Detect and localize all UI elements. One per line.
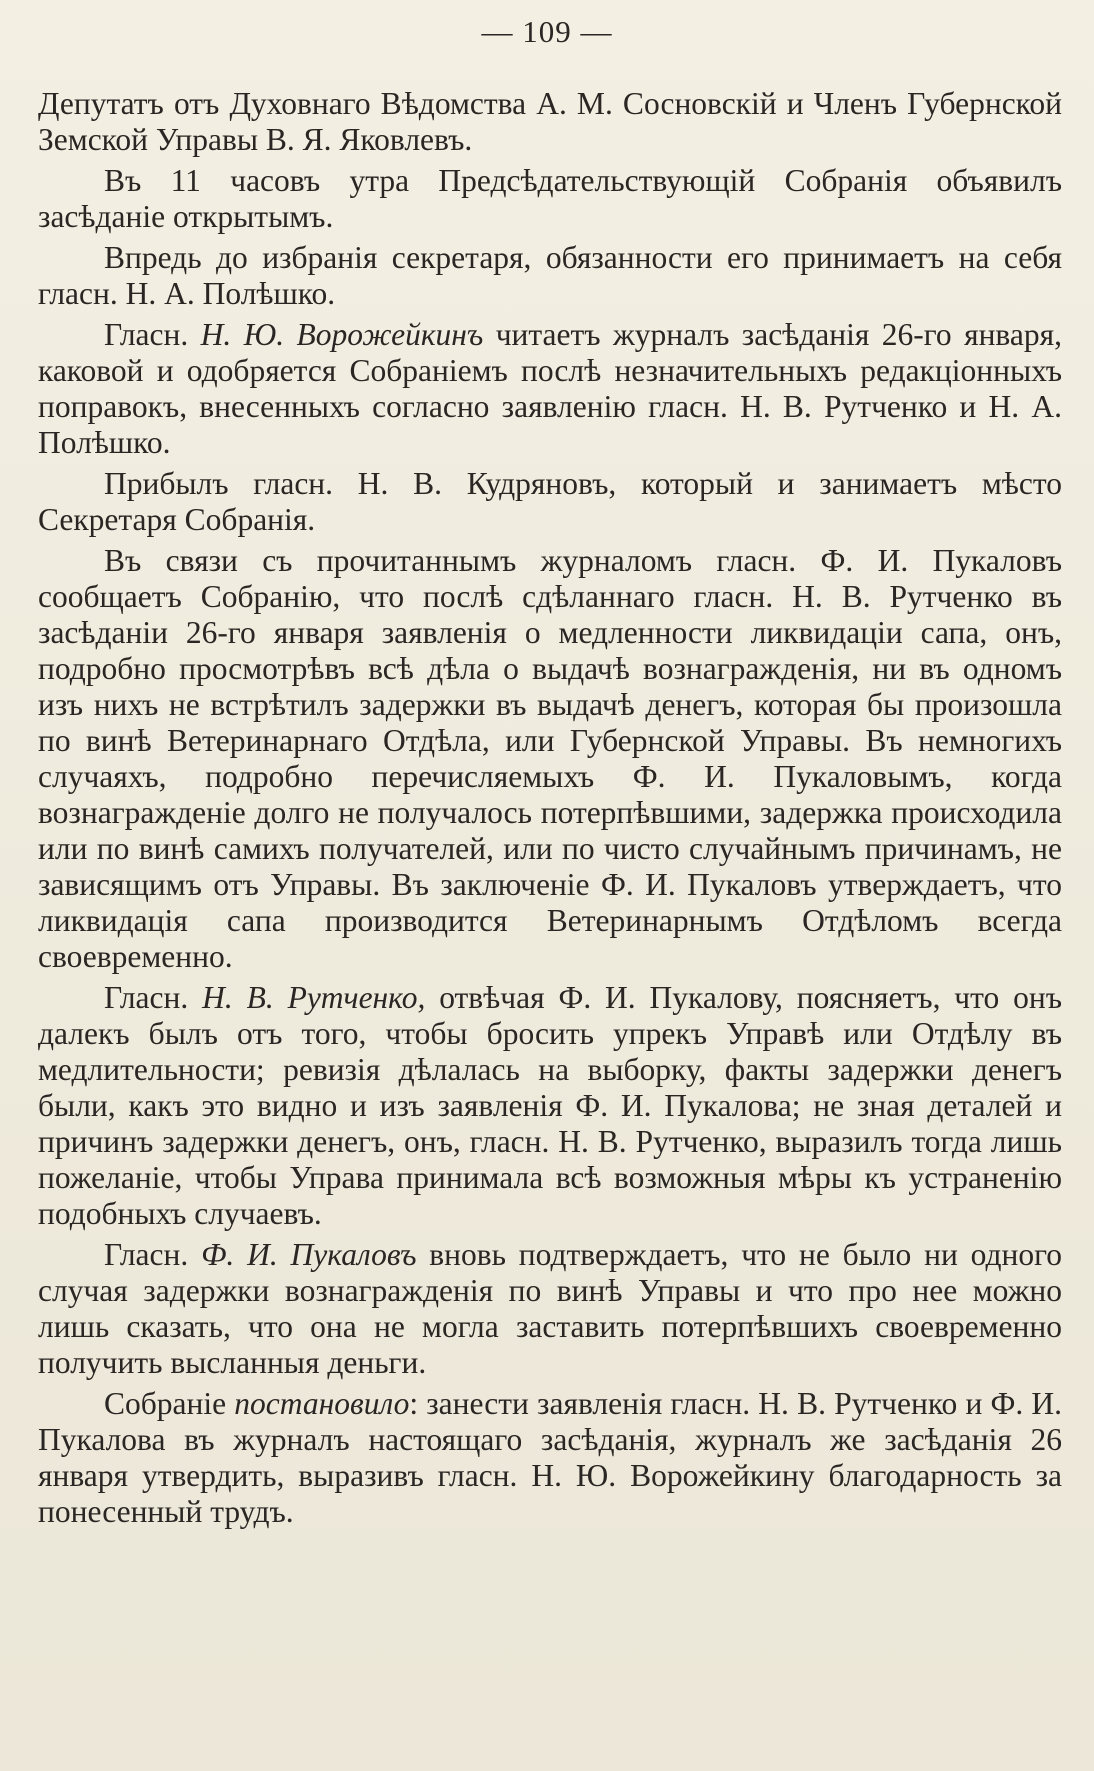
paragraph-text: Въ 11 часовъ утра Предсѣдательствующій Собранія объявилъ засѣданіе открытымъ. [38, 163, 1062, 234]
paragraph-text: Впредь до избранія секретаря, обязанности его принимаетъ на себя гласн. Н. А. Полѣшко. [38, 240, 1062, 311]
paragraph-text: вновь подтверждаетъ, что не было ни одного случая задержки вознагражденія по винѣ Управы и что про нее можно лишь сказать, что она не могла заставить потерпѣвшихъ своевременно получить высланныя деньги. [38, 1237, 1062, 1380]
page-number: — 109 — [481, 14, 613, 49]
italic-text: Н. Ю. Ворожейкинъ [200, 317, 484, 352]
paragraph [38, 240, 1062, 312]
italic-text: Н. В. Рутченко, [202, 980, 426, 1015]
paragraph [38, 317, 1062, 461]
paragraph-text: читаетъ журналъ засѣданія 26-го января, каковой и одобряется Собраніемъ послѣ незначительныхъ редакціонныхъ поправокъ, внесенныхъ согласно заявленію гласн. Н. В. Рутченко и Н. А. Полѣшко. [38, 317, 1062, 460]
italic-text: постановило [234, 1386, 410, 1421]
document-body [38, 86, 1062, 1535]
paragraph [38, 1237, 1062, 1381]
paragraph-text: Гласн. [104, 1237, 202, 1272]
paragraph-text: Гласн. [104, 317, 201, 352]
paragraph-text: Въ связи съ прочитаннымъ журналомъ гласн. Ф. И. Пукаловъ сообщаетъ Собранію, что послѣ сдѣланнаго гласн. Н. В. Рутченко въ засѣданіи 26-го января заявленія о медленности ликвидаціи сапа, онъ, подробно просмотрѣвъ всѣ дѣла о выдачѣ вознагражденія, ни въ одномъ изъ нихъ не встрѣтилъ задержки въ выдачѣ денегъ, которая бы произошла по винѣ Ветеринарнаго Отдѣла, или Губернской Управы. Въ немногихъ случаяхъ, подробно перечисляемыхъ Ф. И. Пукаловымъ, когда вознагражденіе долго не получалось потерпѣвшими, задержка происходила или по винѣ самихъ получателей, или по чисто случайнымъ причинамъ, не зависящимъ отъ Управы. Въ заключеніе Ф. И. Пукаловъ утверждаетъ, что ликвидація сапа производится Ветеринарнымъ Отдѣломъ всегда своевременно. [38, 543, 1062, 974]
paragraph-text: Депутатъ отъ Духовнаго Вѣдомства А. М. Сосновскій и Членъ Губернской Земской Управы В. Я. Яковлевъ. [38, 86, 1062, 157]
paragraph [38, 86, 1062, 158]
paragraph [38, 1386, 1062, 1530]
paragraph-text: Гласн. [104, 980, 203, 1015]
paragraph-text: отвѣчая Ф. И. Пукалову, поясняетъ, что онъ далекъ былъ отъ того, чтобы бросить упрекъ Управѣ или Отдѣлу въ медлительности; ревизія дѣлалась на выборку, факты задержки денегъ были, какъ это видно и изъ заявленія Ф. И. Пукалова; не зная деталей и причинъ задержки денегъ, онъ, гласн. Н. В. Рутченко, выразилъ тогда лишь пожеланіе, чтобы Управа принимала всѣ возможныя мѣры къ устраненію подобныхъ случаевъ. [38, 980, 1062, 1231]
paragraph [38, 543, 1062, 975]
paragraph-text: Собраніе [104, 1386, 235, 1421]
paragraph-text: Прибылъ гласн. Н. В. Кудряновъ, который и занимаетъ мѣсто Секретаря Собранія. [38, 466, 1062, 537]
italic-text: Ф. И. Пукаловъ [201, 1237, 417, 1272]
paragraph [38, 163, 1062, 235]
paragraph-text: : занести заявленія гласн. Н. В. Рутченко и Ф. И. Пукалова въ журналъ настоящаго засѣданія, журналъ же засѣданія 26 января утвердить, выразивъ гласн. Н. Ю. Ворожейкину благодарность за понесенный трудъ. [38, 1386, 1063, 1529]
paragraph [38, 980, 1062, 1232]
paragraph [38, 466, 1062, 538]
